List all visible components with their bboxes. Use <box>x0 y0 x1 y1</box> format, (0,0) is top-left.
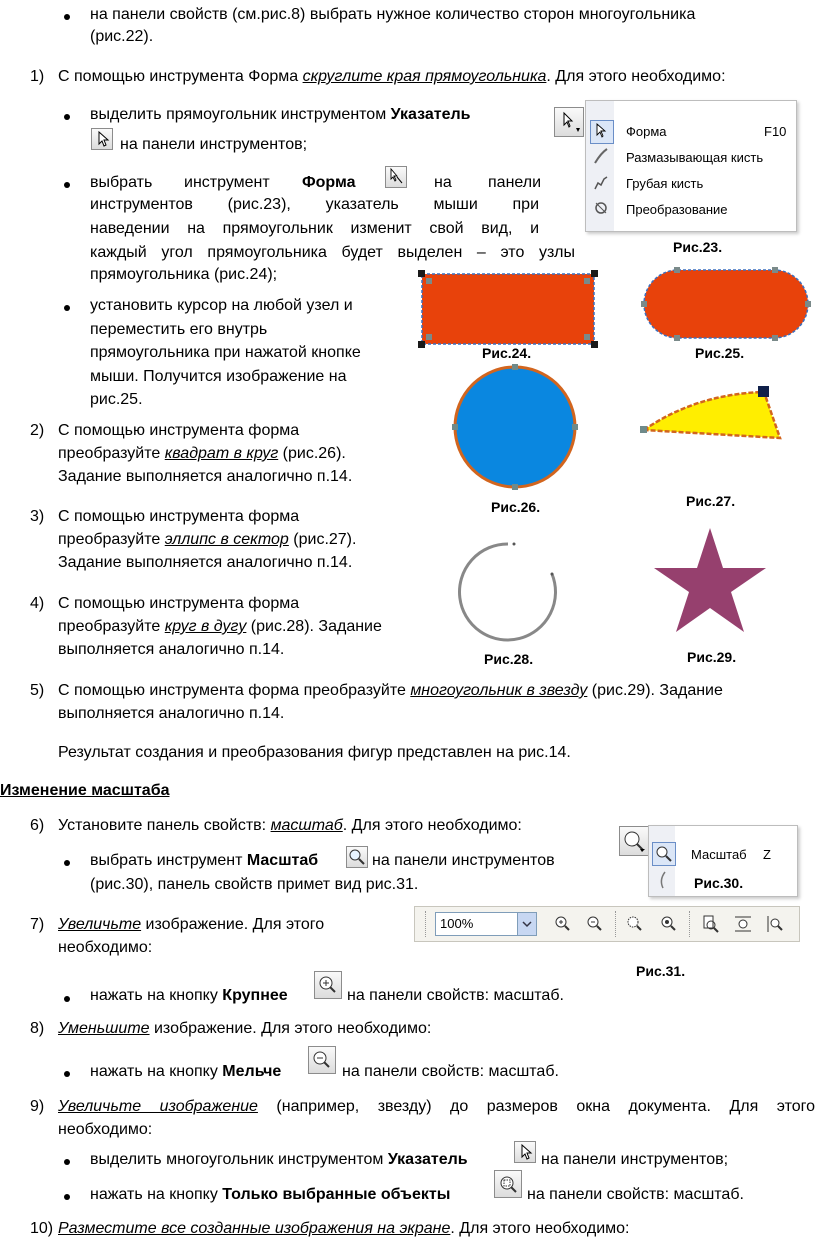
zoom-to-page-height-icon[interactable] <box>765 914 785 934</box>
bullet-dot <box>64 305 70 311</box>
bullet-dot <box>64 996 70 1002</box>
menu-item-transform[interactable]: Преобразование <box>626 202 728 217</box>
b6-line-1b: на панели инструментов <box>372 852 555 869</box>
shape-tool-icon[interactable] <box>385 166 407 188</box>
item-5-line-1: С помощью инструмента форма преобразуйте многоугольник в звезду (рис.29). Задание <box>58 682 723 699</box>
item-1-number: 1) <box>30 68 45 85</box>
pointer-tool-icon[interactable] <box>91 128 113 150</box>
zoom-in-icon[interactable] <box>553 914 573 934</box>
figure-24-rectangle <box>416 268 600 350</box>
b3-line: переместить его внутрь <box>90 321 268 338</box>
b9b-line-a: нажать на кнопку Только выбранные объекты <box>90 1186 451 1203</box>
item-9-line-1: Увеличьте изображение (например, звезду) до размеров окна документа. Для этого <box>58 1098 816 1115</box>
item-2-line-2: преобразуйте квадрат в круг (рис.26). <box>58 445 346 462</box>
bullet-dot <box>64 182 70 188</box>
figure-28-arc <box>452 536 564 648</box>
roughen-brush-icon <box>592 171 610 197</box>
figure-caption-27: Рис.27. <box>686 493 736 509</box>
zoom-out-icon[interactable] <box>585 914 605 934</box>
b2-line-4: каждый угол прямоугольника будет выделен – это узлы <box>90 244 575 261</box>
item-6-text: Установите панель свойств: масштаб. Для этого необходимо: <box>58 817 522 834</box>
item-8-number: 8) <box>30 1020 45 1037</box>
b3-line: рис.25. <box>90 391 143 408</box>
item-4-line-2: преобразуйте круг в дугу (рис.28). Задание <box>58 618 382 635</box>
item-2-number: 2) <box>30 422 45 439</box>
figure-caption-31: Рис.31. <box>636 963 686 979</box>
bullet-dot <box>64 860 70 866</box>
shape-tool-menu <box>585 100 797 232</box>
item-7-line-1: Увеличьте изображение. Для этого <box>58 916 325 933</box>
b6-line-2: (рис.30), панель свойств примет вид рис.31. <box>90 876 419 893</box>
b9b-line-b: на панели свойств: масштаб. <box>527 1186 744 1203</box>
figure-27-sector <box>636 380 786 446</box>
section-heading: Изменение масштаба <box>0 782 170 799</box>
item-5-number: 5) <box>30 682 45 699</box>
zoom-tool-flyout-button[interactable] <box>619 826 649 856</box>
b3-line: прямоугольника при нажатой кнопке <box>90 344 361 361</box>
zoom-level-value: 100% <box>440 916 474 931</box>
item-8-text: Уменьшите изображение. Для этого необходимо: <box>58 1020 432 1037</box>
pointer-tool-icon[interactable] <box>514 1141 536 1163</box>
item-2-line-1: С помощью инструмента форма <box>58 422 300 439</box>
zoom-in-icon[interactable] <box>314 971 342 999</box>
result-paragraph: Результат создания и преобразования фигур представлен на рис.14. <box>58 744 571 761</box>
item-9-number: 9) <box>30 1098 45 1115</box>
item-10-number: 10) <box>30 1220 54 1237</box>
menu-item-shape[interactable]: Форма <box>626 124 667 139</box>
item-4-line-3: выполняется аналогично п.14. <box>58 641 285 658</box>
b8-line-b: на панели свойств: масштаб. <box>342 1063 559 1080</box>
item-4-number: 4) <box>30 595 45 612</box>
b3-line: установить курсор на любой узел и <box>90 297 353 314</box>
zoom-item-icon <box>652 842 676 866</box>
figure-caption-26: Рис.26. <box>491 499 541 515</box>
b2-word: выбрать <box>90 174 153 191</box>
zoom-selected-icon[interactable] <box>625 914 645 934</box>
item-3-line-2: преобразуйте эллипс в сектор (рис.27). <box>58 531 357 548</box>
b6-line-1a: выбрать инструмент Масштаб <box>90 852 319 869</box>
b2-tool-name: Форма <box>302 174 356 191</box>
intro-line-2: (рис.22). <box>90 28 154 45</box>
zoom-tool-icon[interactable] <box>346 846 368 868</box>
zoom-to-page-icon[interactable] <box>701 914 721 934</box>
b3-line: мыши. Получится изображение на <box>90 368 347 385</box>
menu-item-roughen-brush[interactable]: Грубая кисть <box>626 176 704 191</box>
bullet-dot <box>64 114 70 120</box>
item-1-text: С помощью инструмента Форма скруглите края прямоугольника. Для этого необходимо: <box>58 68 726 85</box>
b8-line-a: нажать на кнопку Мельче <box>90 1063 282 1080</box>
b2-line-3: наведении на прямоугольник изменит свой вид, и <box>90 220 539 237</box>
figure-29-star <box>652 524 772 636</box>
zoom-all-objects-icon[interactable] <box>659 914 679 934</box>
intro-line-1: на панели свойств (см.рис.8) выбрать нужное количество сторон многоугольника <box>90 6 696 23</box>
bullet-dot <box>64 1071 70 1077</box>
zoom-selected-icon[interactable] <box>494 1170 522 1198</box>
menu-item-smudge-brush[interactable]: Размазывающая кисть <box>626 150 764 165</box>
item-3-line-1: С помощью инструмента форма <box>58 508 300 525</box>
chevron-down-icon[interactable] <box>517 913 536 935</box>
shape-item-icon <box>590 120 614 144</box>
b9a-line-a: выделить многоугольник инструментом Указатель <box>90 1151 468 1168</box>
item-10-text: Разместите все созданные изображения на экране. Для этого необходимо: <box>58 1220 630 1237</box>
b2-word: инструмент <box>184 174 270 191</box>
figure-caption-30: Рис.30. <box>694 875 744 891</box>
figure-caption-28: Рис.28. <box>484 651 534 667</box>
bullet-dot <box>64 1194 70 1200</box>
b1-line-1: выделить прямоугольник инструментом Указатель <box>90 106 471 123</box>
zoom-to-page-width-icon[interactable] <box>733 914 753 934</box>
figure-caption-24: Рис.24. <box>482 345 532 361</box>
transform-icon <box>592 197 610 223</box>
item-3-number: 3) <box>30 508 45 525</box>
item-3-line-3: Задание выполняется аналогично п.14. <box>58 554 353 571</box>
item-5-line-2: выполняется аналогично п.14. <box>58 705 285 722</box>
shape-tool-flyout-button[interactable] <box>554 107 584 137</box>
b9a-line-b: на панели инструментов; <box>541 1151 729 1168</box>
b2-word: панели <box>488 174 542 191</box>
menu-item-shape-shortcut: F10 <box>764 124 787 139</box>
zoom-property-bar <box>414 906 800 942</box>
b2-line-5: прямоугольника (рис.24); <box>90 266 278 283</box>
figure-caption-29: Рис.29. <box>687 649 737 665</box>
item-7-number: 7) <box>30 916 45 933</box>
menu-item-zoom-shortcut: Z <box>763 847 771 862</box>
smudge-brush-icon <box>592 145 610 171</box>
b2-word: на <box>434 174 452 191</box>
bullet-dot <box>64 1159 70 1165</box>
figure-26-circle <box>450 362 580 492</box>
item-6-number: 6) <box>30 817 45 834</box>
figure-caption-25: Рис.25. <box>695 345 745 361</box>
b2-line-2: инструментов (рис.23), указатель мыши при <box>90 196 539 213</box>
item-4-line-1: С помощью инструмента форма <box>58 595 300 612</box>
item-9-line-2: необходимо: <box>58 1121 153 1138</box>
zoom-out-icon[interactable] <box>308 1046 336 1074</box>
menu-item-zoom[interactable]: Масштаб <box>691 847 747 862</box>
item-2-line-3: Задание выполняется аналогично п.14. <box>58 468 353 485</box>
b7-line-b: на панели свойств: масштаб. <box>347 987 564 1004</box>
figure-caption-23: Рис.23. <box>673 239 723 255</box>
bullet-dot <box>64 14 70 20</box>
figure-25-rounded-rectangle <box>636 264 816 344</box>
b1-line-2: на панели инструментов; <box>120 136 308 153</box>
b7-line-a: нажать на кнопку Крупнее <box>90 987 288 1004</box>
zoom-level-select[interactable] <box>435 912 537 936</box>
hand-tool-icon <box>655 870 671 896</box>
item-7-line-2: необходимо: <box>58 939 153 956</box>
